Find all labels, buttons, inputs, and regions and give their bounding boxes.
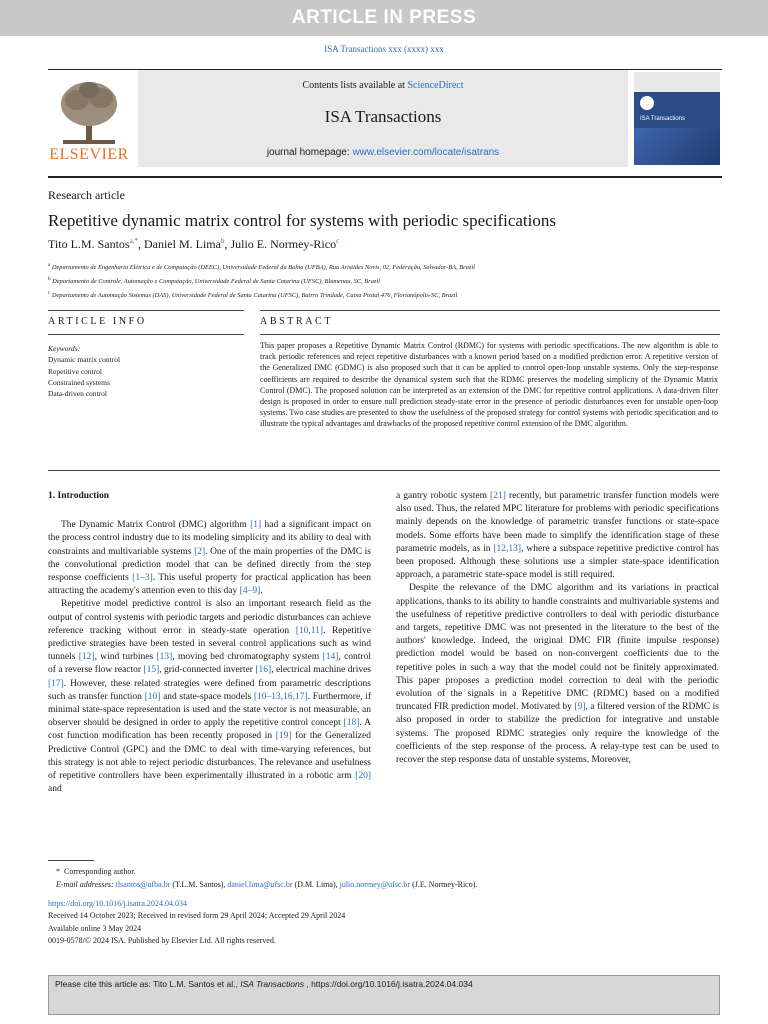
affiliation	[48, 288, 728, 302]
article-type: Research article	[48, 188, 125, 202]
paragraph-text: a gantry robotic system	[396, 491, 491, 501]
citation-link[interactable]: [2]	[194, 546, 206, 557]
citation-link[interactable]: [20]	[355, 771, 371, 782]
affiliation-mark: b	[48, 277, 51, 283]
paragraph-text: for the Generalized Predictive Control (GPC) and the DMC to deal with time-varying references, but this strategy is not able to reject periodic disturbances. The relevance and usefulness of repetitive controllers have been experimentally illustrated in a robotic arm	[48, 731, 371, 782]
homepage-line	[138, 147, 628, 158]
affiliation-list	[48, 260, 728, 302]
citation-link[interactable]: [18]	[343, 718, 360, 729]
author-separator: ,	[224, 237, 231, 251]
paragraph	[396, 490, 719, 582]
paragraph-text: and state-space models	[160, 691, 254, 702]
paragraph-text: had a significant impact on the process control industry due to its modeling simplicity and its ability to deal with constraints and multivariable systems	[48, 520, 372, 557]
journal-header	[138, 70, 628, 167]
affiliation-mark: c	[48, 291, 51, 297]
citation-prefix: Please cite this article as: Tito L.M. Santos et al.,	[55, 979, 241, 989]
copyright: 0019-0578/© 2024 ISA. Published by Elsevier Ltd. All rights reserved.	[48, 935, 276, 945]
cover-title: ISA Transactions	[640, 116, 686, 122]
section-heading: 1. Introduction	[48, 491, 110, 501]
paragraph-text: recently, but parametric transfer function models were also used. Thus, the related MPC literature for problems with periodic specifications mainly depends on the knowledge of parametric transfer functions or state-space models. Some efforts have been made to simplify the identification stage of these parametric models, as in	[396, 491, 719, 554]
corresponding-author-note	[56, 866, 477, 879]
citation-link[interactable]: [10–13,16,17]	[253, 691, 308, 702]
abstract-heading: ABSTRACT	[260, 316, 334, 327]
author-separator: ,	[137, 237, 144, 251]
journal-title: ISA Transactions	[324, 107, 442, 126]
footnote	[56, 866, 477, 891]
citation-link[interactable]: [1]	[250, 520, 262, 531]
publisher-logo[interactable]	[48, 72, 130, 167]
paragraph-text: . This useful property for practical application has been attracting the academy's attention even to this day	[48, 573, 371, 597]
publication-info	[48, 898, 345, 947]
paragraph-text: , electrical machine drives	[271, 665, 371, 676]
citation-box	[48, 975, 720, 1015]
author-name[interactable]: Tito L.M. Santos	[48, 237, 130, 251]
paragraph-text: The Dynamic Matrix Control (DMC) algorithm	[61, 520, 251, 531]
article-in-press-banner	[0, 0, 768, 36]
citation-link[interactable]: [17]	[48, 678, 64, 689]
paragraph-text: . However, these related strategies were defined from parametric descriptions such as transfer function	[48, 678, 371, 702]
paragraph-text: Repetitive model predictive control is also an important research field as the output of control systems with periodic targets and periodic disturbances can achieve reference tracking without error in steady-state operation	[48, 599, 371, 636]
paragraph	[48, 598, 371, 796]
keyword-item: Dynamic matrix control	[48, 355, 121, 365]
email-link[interactable]: daniel.lima@ufsc.br	[227, 879, 293, 889]
affiliation-mark: a	[48, 263, 51, 268]
email-link[interactable]: tlsantos@ufba.br	[115, 879, 171, 889]
author-list	[48, 237, 339, 252]
publisher-name: ELSEVIER	[49, 146, 129, 163]
paragraph	[396, 582, 719, 767]
paragraph-text: , grid-connected inverter	[159, 665, 256, 676]
citation-link[interactable]: [13]	[156, 652, 173, 663]
affiliation	[48, 274, 728, 288]
online-date: Available online 3 May 2024	[48, 923, 142, 933]
paragraph-text: . Repetitive predictive strategies have been tested in several control applications such as wind tunnels	[48, 625, 372, 663]
citation-doi[interactable]: , https://doi.org/10.1016/j.isatra.2024.04.034	[303, 979, 473, 989]
paragraph-text: and	[48, 784, 62, 795]
contents-prefix: Contents lists available at	[302, 80, 408, 91]
affiliation-text: Departamento de Automação Sistemas (DAS), Universidade Federal de Santa Catarina (UFSC), Bairro Trindade, Caixa Postal 476, Florianópolis-SC, Brazil	[50, 292, 458, 300]
paragraph-text: , wind turbines	[94, 652, 157, 663]
journal-cover[interactable]	[634, 72, 720, 165]
author-name[interactable]: Daniel M. Lima	[143, 237, 221, 251]
info-top-rule	[48, 310, 244, 311]
email-owner: (T.L.M. Santos),	[170, 879, 228, 889]
keywords-label: Keywords:	[48, 344, 81, 353]
citation-link[interactable]: [12]	[78, 652, 95, 663]
paragraph	[48, 519, 371, 598]
email-owner: (J.E. Normey-Rico).	[410, 879, 478, 889]
abstract-bottom-rule	[48, 470, 720, 471]
citation-link[interactable]: [1–3]	[132, 573, 153, 584]
citation-link[interactable]: [9]	[574, 702, 586, 713]
cover-artwork	[634, 128, 720, 165]
affiliation	[48, 260, 728, 274]
citation-link[interactable]: [10]	[144, 691, 161, 702]
history-dates: Received 14 October 2023; Received in revised form 29 April 2024; Accepted 29 April 2024	[48, 911, 346, 921]
citation-link[interactable]: [14]	[322, 652, 339, 663]
doi-link[interactable]: https://doi.org/10.1016/j.isatra.2024.04.034	[48, 899, 187, 908]
paragraph-text: Despite the relevance of the DMC algorithm and its variations in practical applications, thanks to its ability to handle constraints and multivariable systems and the usefulness of repetitive predictive controllers to deal with periodic disturbance and targets, repetitive DMC was not presented in the literature to the best of the authors' knowledge. Indeed, the original DMC FIR (finite impulse response) prediction model would be based on non-convergent coefficients due to the repetitive poles in such a way that the model could not be finitely approximated. This paper proposes a prediction model correction to deal with the periodic evolution of the signals in a Repetitive DMC (RDMC) based on a modified truncated FIR prediction model. Motivated by	[396, 583, 719, 713]
elsevier-tree-icon	[53, 76, 125, 148]
keywords-block	[48, 343, 120, 399]
keyword-item: Constrained systems	[48, 377, 110, 387]
author-affiliation-mark[interactable]: c	[336, 237, 340, 245]
banner-text: ARTICLE IN PRESS	[291, 7, 477, 28]
affiliation-text: Departamento de Engenharia Elétrica e de Computação (DEEC), Universidade Federal da Bahia (UFBA), Rua Aristides Novis, 02, Federação, Salvador-BA, Brazil	[50, 264, 475, 272]
paragraph-text: , a filtered version of the RDMC is also proposed in order to stabilize the prediction for integrative and unstable systems. The proposed RDMC strategies only require the knowledge of the coefficients of the step response of the process. A relay-type test can be used to recover the step response data of unstable systems. Moreover,	[396, 702, 720, 766]
paragraph-text: , moving bed chromatography system	[172, 652, 323, 663]
journal-reference-link[interactable]: ISA Transactions xxx (xxxx) xxx	[324, 44, 444, 54]
contents-line	[138, 80, 628, 91]
paragraph-text: , control of a reverse flow reactor	[48, 652, 371, 676]
citation-journal: ISA Transactions	[240, 979, 304, 989]
author-name[interactable]: Julio E. Normey-Rico	[230, 237, 337, 251]
footnote-rule	[48, 860, 94, 861]
paragraph-text: , where a subspace repetitive predictive control has been proposed. Although these solutions use a simpler state-space identification approach, a parametric state-space model is still required.	[396, 543, 719, 581]
paper-title: Repetitive dynamic matrix control for systems with periodic specifications	[48, 211, 556, 230]
abstract-sub-rule	[260, 334, 720, 335]
isa-logo-icon	[640, 96, 654, 110]
citation-link[interactable]: [16]	[255, 665, 272, 676]
citation-link[interactable]: [15]	[143, 665, 160, 676]
homepage-prefix: journal homepage:	[266, 147, 353, 158]
email-line	[56, 879, 477, 892]
paragraph-text: . A cost function modification has been recently proposed in	[48, 718, 371, 742]
cover-top-band	[634, 72, 720, 92]
info-sub-rule	[48, 334, 244, 335]
paragraph-text: .	[260, 586, 263, 597]
author-affiliation-mark[interactable]: b	[220, 237, 225, 245]
affiliation-text: Departamento de Controle, Automação e Computação, Universidade Federal de Santa Catarina (UFSC), Blumenau, SC, Brazil	[50, 278, 380, 286]
homepage-link[interactable]: www.elsevier.com/locate/isatrans	[352, 147, 500, 158]
email-owner: (D.M. Lima),	[292, 879, 340, 889]
citation-link[interactable]: [10,11]	[295, 625, 324, 636]
keyword-item: Repetitive control	[48, 366, 102, 376]
email-link[interactable]: julio.normey@ufsc.br	[339, 879, 411, 889]
body-column-right	[396, 490, 719, 767]
footnote-star: *	[56, 867, 60, 876]
header-bottom-rule	[48, 176, 722, 178]
paragraph-text: . Furthermore, if minimal state-space representation is used and the state vector is not measurable, an observer should be designed in order to apply the repetitive control concept	[48, 691, 372, 729]
body-column-left	[48, 490, 371, 796]
abstract-top-rule	[260, 310, 720, 311]
sciencedirect-link[interactable]: ScienceDirect	[407, 80, 464, 91]
citation-link[interactable]: [19]	[275, 731, 292, 742]
article-info-heading: ARTICLE INFO	[48, 316, 147, 327]
keyword-item: Data-driven control	[48, 389, 107, 399]
citation-link[interactable]: [4–9]	[239, 586, 261, 597]
citation-link[interactable]: [21]	[490, 491, 506, 501]
email-label: E-mail addresses:	[56, 879, 114, 889]
corresponding-author-label: Corresponding author.	[64, 867, 136, 876]
paragraph-text: . One of the main properties of the DMC is the convolutional prediction model that can be defined directly from the step response coefficients	[48, 546, 371, 584]
citation-link[interactable]: [12,13]	[493, 543, 522, 554]
author-affiliation-mark[interactable]: a,*	[129, 237, 138, 245]
abstract-text: This paper proposes a Repetitive Dynamic Matrix Control (RDMC) for systems with periodic specifications. The new algorithm is able to track periodic references and reject repetitive disturbances with a known period based on a modified prediction error. A repetitive version of the Generalized DMC (GDMC) is also proposed such that it can be applied to control open-loop unstable systems. Only the step-response coefficients are required to describe the dynamical system such that the RDMC preserves the modeling simplicity of the Dynamic Matrix Control (DMC). The proposed solution can be interpreted as an extension of the DMC for repetitive control applications. A data-driven filter design is proposed in order to ensure null prediction steady-state error in the presence of periodic disturbances even for unstable open-loop systems. Two case studies are presented to show the usefulness of the proposed strategy for control systems with periodic specification and to illustrate the typical advantages and drawbacks of the proposed repetitive control extension of the DMC algorithm.	[260, 341, 718, 429]
